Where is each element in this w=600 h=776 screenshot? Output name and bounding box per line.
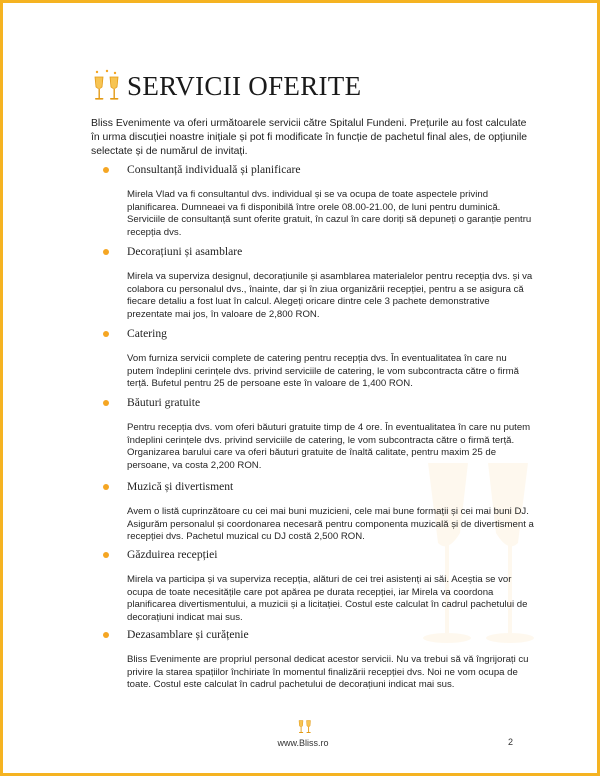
service-title: Dezasamblare și curățenie bbox=[127, 628, 249, 641]
service-body: Mirela va superviza designul, decorațiunile și asamblarea materialelor pentru recepția dvs. și va colabora cu personalul dvs., înainte, dar și în ziua organizării recepției, pentru a se asigura că fiecare detaliu a fost luat în calcul. Alegeți oricare dintre cele 3 pachete demonstrative prezentate mai jos, în valoare de 2,800 RON. bbox=[127, 271, 533, 320]
service-body: Avem o listă cuprinzătoare cu cei mai buni muzicieni, cele mai bune formații și cei mai buni DJ. Asigurăm personalul și coordonarea necesară pentru componenta muzicală și de divertisment a recepției dvs. Pachetul muzical cu DJ costă 2,500 RON. bbox=[127, 506, 534, 543]
service-section bbox=[91, 161, 536, 243]
service-title: Muzică și divertisment bbox=[127, 480, 234, 493]
bullet-icon bbox=[103, 552, 109, 558]
champagne-glasses-icon bbox=[297, 717, 313, 735]
footer-url[interactable]: www.Bliss.ro bbox=[277, 738, 329, 748]
service-section bbox=[91, 546, 536, 626]
page-number: 2 bbox=[508, 737, 514, 747]
service-title: Consultanță individuală și planificare bbox=[127, 163, 301, 176]
bullet-icon bbox=[103, 400, 109, 406]
service-section bbox=[91, 243, 536, 325]
service-body: Pentru recepția dvs. vom oferi băuturi gratuite timp de 4 ore. În eventualitatea în care nu putem îndeplini cerințele dvs. privind serviciile de catering, le vom subcontracta către o firmă terță. Organizarea barului care va oferi băuturi gratuite de înaltă calitate, pentru maxim 25 de persoane, va costa 2,200 RON. bbox=[127, 422, 531, 471]
service-section bbox=[91, 394, 536, 478]
service-title: Băuturi gratuite bbox=[127, 396, 201, 409]
service-section bbox=[91, 626, 536, 708]
bullet-icon bbox=[103, 632, 109, 638]
page-title: SERVICII OFERITE bbox=[127, 70, 362, 101]
intro-paragraph: Bliss Evenimente va oferi următoarele servicii către Spitalul Fundeni. Prețurile au fost calculate în urma discuției noastre inițiale și pot fi modificate în funcție de pachetul final ales, de opțiunile selectate și de numărul de invitați. bbox=[91, 118, 528, 157]
service-body: Mirela va participa și va superviza recepția, alături de cei trei asistenți ai săi. Aceștia se vor ocupa de toate necesitățile care pot apărea pe durata recepției, iar Mirela va coordona planificarea divertismentului, a muzicii și a licitației. Costul este calculat în cadrul pachetului de decorațiuni indicat mai sus. bbox=[127, 574, 528, 623]
title-row bbox=[91, 69, 361, 103]
service-title: Catering bbox=[127, 327, 167, 340]
services-list bbox=[91, 161, 536, 708]
bullet-icon bbox=[103, 331, 109, 337]
service-title: Găzduirea recepției bbox=[127, 548, 218, 561]
bullet-icon bbox=[103, 484, 109, 490]
bullet-icon bbox=[103, 167, 109, 173]
champagne-glasses-icon bbox=[91, 69, 123, 103]
bullet-icon bbox=[103, 249, 109, 255]
service-title: Decorațiuni și asamblare bbox=[127, 245, 243, 258]
service-section bbox=[91, 325, 536, 394]
service-section bbox=[91, 478, 536, 546]
service-body: Vom furniza servicii complete de catering pentru recepția dvs. În eventualitatea în care nu putem îndeplini cerințele dvs. privind serviciile de catering, le vom subcontracta către o firmă terță. Bufetul pentru 25 de persoane este în valoare de 1,400 RON. bbox=[127, 353, 519, 390]
service-body: Mirela Vlad va fi consultantul dvs. individual și se va ocupa de toate aspectele privind planificarea. Dumneaei va fi disponibilă între orele 08.00-21.00, de luni pentru duminică. Serviciile de consultanță sunt oferite gratuit, în cazul în care doriți să depuneți o garanție pentru recepția dvs. bbox=[127, 189, 532, 238]
service-body: Bliss Evenimente are propriul personal dedicat acestor servicii. Nu va trebui să vă îngrijorați cu privire la starea spațiilor închiriate în momentul finalizării recepției dvs. Noi ne vom ocupa de toate. Costul este calculat în cadrul pachetului de decorațiuni indicat mai sus. bbox=[127, 654, 529, 691]
